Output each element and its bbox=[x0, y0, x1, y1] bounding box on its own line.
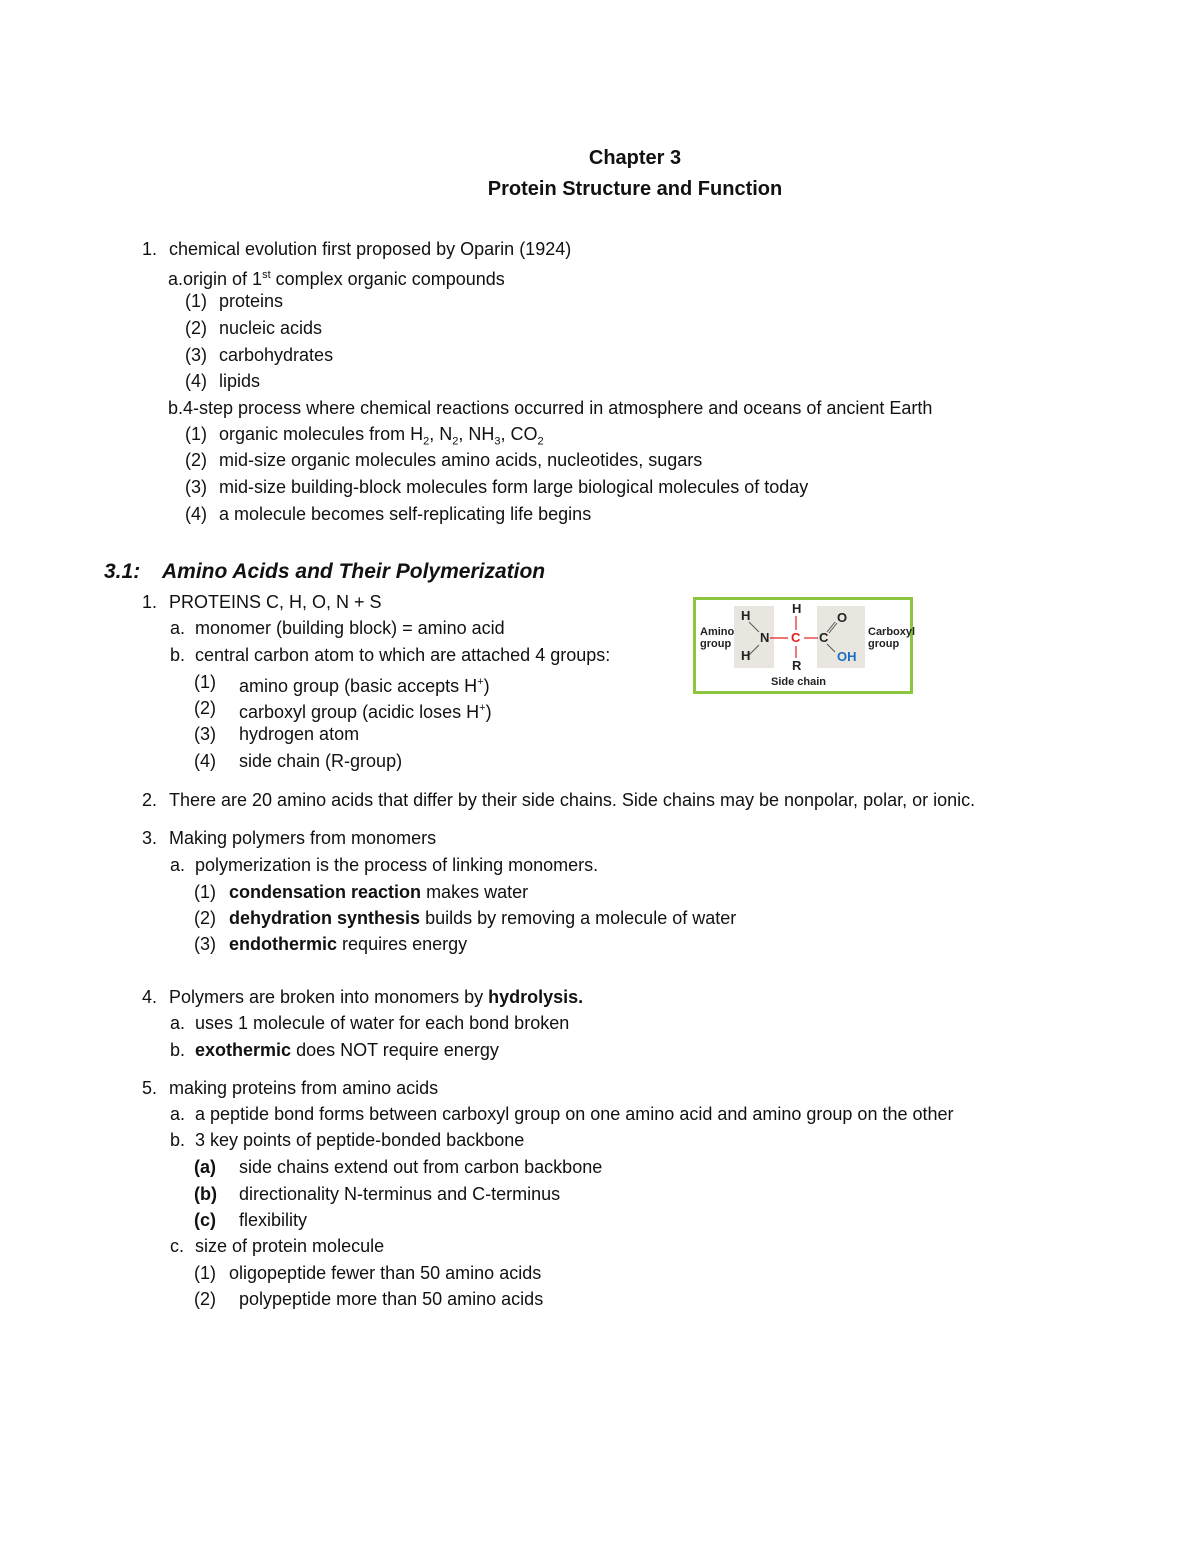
amino-group-label: Amino group bbox=[700, 626, 735, 650]
atom-r: R bbox=[792, 658, 802, 673]
s31-item-1a: a. monomer (building block) = amino acid bbox=[170, 618, 505, 638]
atom-o: O bbox=[837, 610, 848, 625]
atom-c-carboxyl: C bbox=[819, 630, 829, 645]
s31-item-5c2: (2) polypeptide more than 50 amino acids bbox=[194, 1289, 544, 1309]
page-title: Protein Structure and Function bbox=[487, 178, 783, 200]
intro-a-1: (1) proteins bbox=[185, 291, 284, 311]
s31-item-1: 1. PROTEINS C, H, O, N + S bbox=[142, 592, 382, 612]
intro-b-3: (3) mid-size building-block molecules form large biological molecules of today bbox=[185, 477, 809, 497]
s31-item-1b2: (2) carboxyl group (acidic loses H+) bbox=[194, 698, 492, 722]
s31-item-3a3: (3) endothermic requires energy bbox=[194, 934, 468, 954]
atom-h-alpha: H bbox=[792, 601, 802, 616]
intro-b-4: (4) a molecule becomes self-replicating life begins bbox=[185, 504, 592, 524]
s31-item-1b3: (3) hydrogen atom bbox=[194, 724, 360, 744]
atom-h-amino-bottom: H bbox=[741, 648, 751, 663]
section-heading: 3.1: Amino Acids and Their Polymerization bbox=[104, 560, 546, 583]
intro-item-a: a.origin of 1st complex organic compounds bbox=[168, 269, 505, 289]
atom-n: N bbox=[760, 630, 770, 645]
s31-item-3a2: (2) dehydration synthesis builds by removing a molecule of water bbox=[194, 908, 737, 928]
s31-item-3: 3. Making polymers from monomers bbox=[142, 828, 437, 848]
atom-h-amino-top: H bbox=[741, 608, 751, 623]
carboxyl-group-label: Carboxyl group bbox=[868, 626, 916, 650]
amino-acid-diagram bbox=[693, 597, 916, 694]
intro-a-2: (2) nucleic acids bbox=[185, 318, 323, 338]
atom-c-alpha: C bbox=[791, 630, 801, 645]
s31-item-5b: b. 3 key points of peptide-bonded backbone bbox=[170, 1130, 525, 1150]
chapter-heading: Chapter 3 bbox=[588, 147, 682, 169]
intro-b-1: (1) organic molecules from $H_2$, $N_2$, $NH_3$, $CO_2$ bbox=[185, 424, 544, 448]
s31-item-4b: b. exothermic does NOT require energy bbox=[170, 1040, 499, 1060]
s31-item-3a: a. polymerization is the process of linking monomers. bbox=[170, 855, 599, 875]
s31-item-5b-a: (a) side chains extend out from carbon backbone bbox=[194, 1157, 603, 1177]
intro-a-3: (3) carbohydrates bbox=[185, 345, 334, 365]
s31-item-5c: c. size of protein molecule bbox=[170, 1236, 385, 1256]
s31-item-5c1: (1) oligopeptide fewer than 50 amino acids bbox=[194, 1263, 542, 1283]
atom-oh: OH bbox=[837, 649, 857, 664]
intro-item-b: b.4-step process where chemical reactions occurred in atmosphere and oceans of ancient Earth bbox=[168, 398, 933, 418]
s31-item-4a: a. uses 1 molecule of water for each bond broken bbox=[170, 1013, 570, 1033]
side-chain-label: Side chain bbox=[771, 676, 827, 688]
s31-item-1b1: (1) amino group (basic accepts H+) bbox=[194, 672, 490, 696]
s31-item-3a1: (1) condensation reaction makes water bbox=[194, 882, 529, 902]
intro-a-4: (4) lipids bbox=[185, 371, 261, 391]
s31-item-5: 5. making proteins from amino acids bbox=[142, 1078, 439, 1098]
s31-item-4: 4. Polymers are broken into monomers by hydrolysis. bbox=[142, 987, 584, 1007]
intro-item-1: 1. chemical evolution first proposed by Oparin (1924) bbox=[142, 239, 572, 259]
s31-item-2: 2. There are 20 amino acids that differ by their side chains. Side chains may be nonpolar, polar, or ionic. bbox=[142, 790, 976, 810]
intro-b-2: (2) mid-size organic molecules amino acids, nucleotides, sugars bbox=[185, 450, 703, 470]
s31-item-1b: b. central carbon atom to which are attached 4 groups: bbox=[170, 645, 611, 665]
s31-item-1b4: (4) side chain (R-group) bbox=[194, 751, 403, 771]
s31-item-5b-b: (b) directionality N-terminus and C-terminus bbox=[194, 1184, 561, 1204]
s31-item-5a: a. a peptide bond forms between carboxyl group on one amino acid and amino group on the other bbox=[170, 1104, 954, 1124]
s31-item-5b-c: (c) flexibility bbox=[194, 1210, 308, 1230]
